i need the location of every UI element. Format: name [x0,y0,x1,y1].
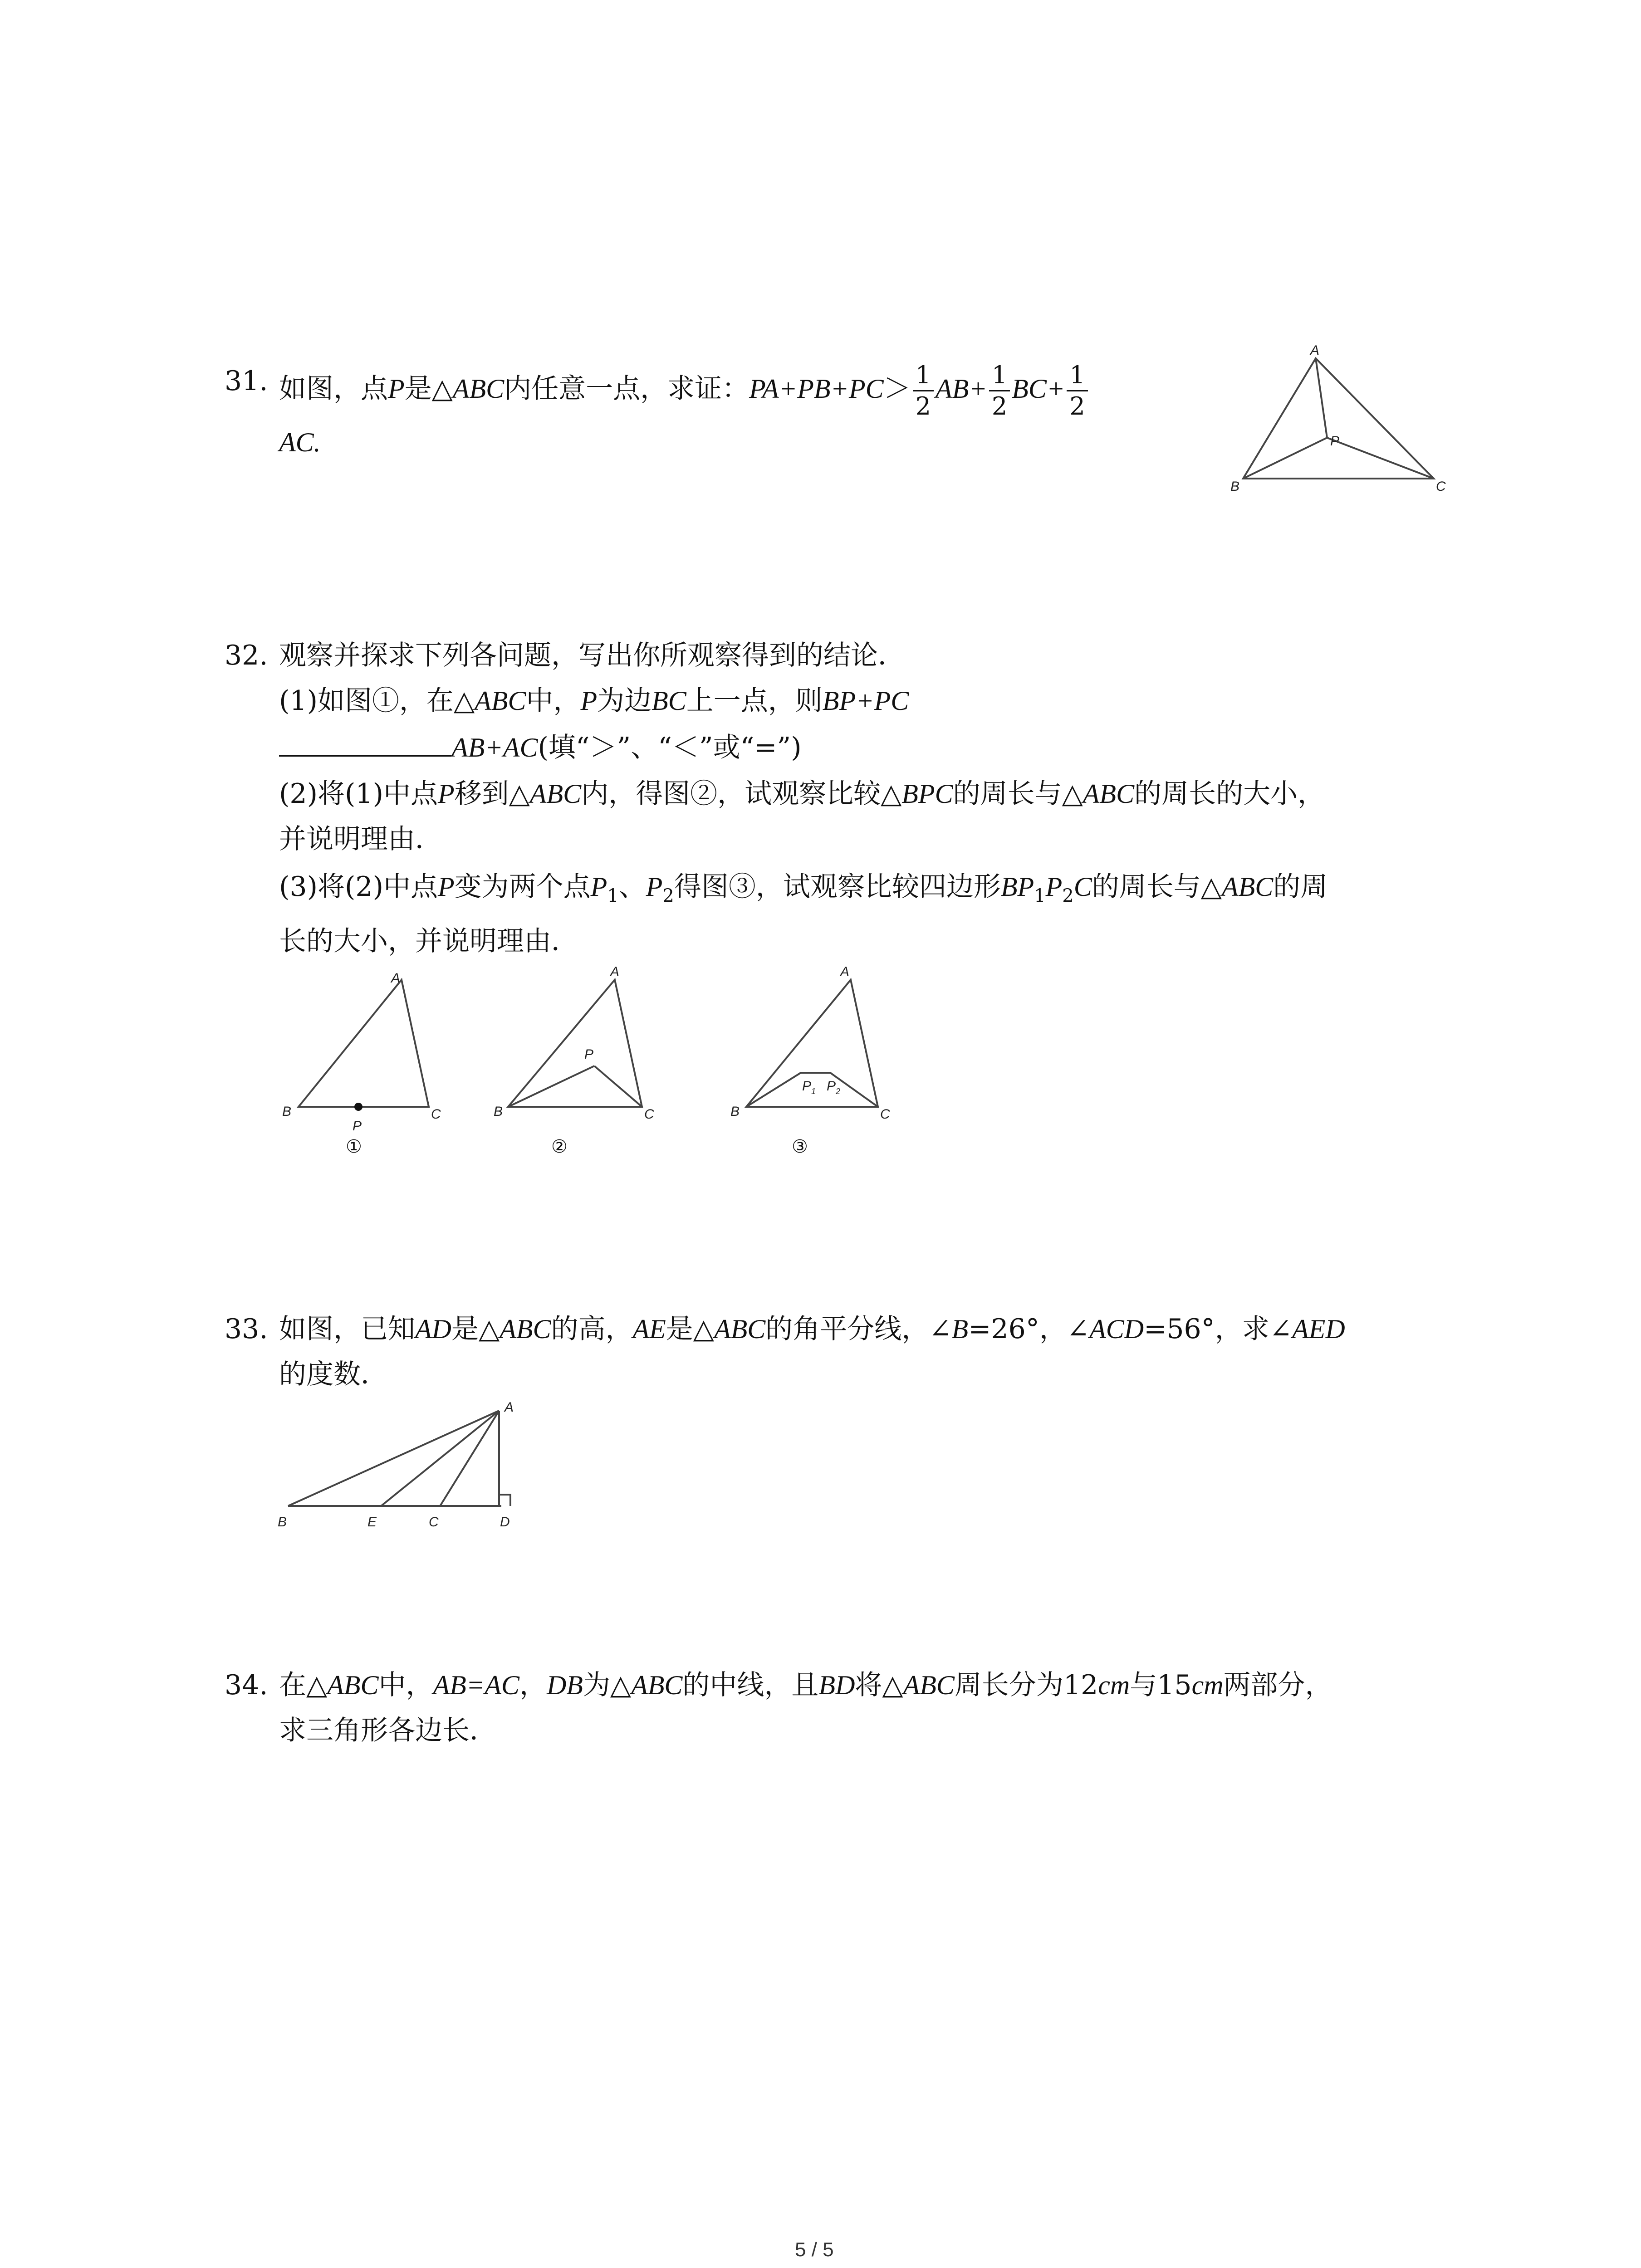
q32-figure-1 [272,966,463,1134]
q32-figure-2 [485,966,676,1134]
q34-h: 与15 [1130,1669,1192,1701]
q31-figure [1225,345,1452,499]
q31-gt: ＞ [883,373,911,405]
q33-acd: ACD [1089,1314,1144,1344]
q31-term-ab: AB+ [936,374,987,404]
q34-line2: 求三角形各边长． [279,1715,497,1746]
q32-f2-label-c: C [644,1107,654,1122]
q33-label-b: B [278,1515,287,1530]
q31-number: 31. [225,365,268,397]
q33-ad: AD [415,1314,451,1344]
q32-p3-bp-sub: 1 [1034,885,1046,906]
q32-p1-hint: (填“＞”、“＜”或“=”) [538,732,802,763]
q32-f1-label-b: B [282,1104,292,1119]
q32-p1-p: P [580,686,598,716]
q31-text-pre: 如图，点 [279,373,388,405]
q32-p3-a: (3)将(2)中点 [279,871,438,903]
q31-text-mid: 内任意一点，求证： [504,373,749,405]
q32-p3-d: 得图③，试观察比较四边形 [674,871,1001,903]
q34-i: 两部分， [1223,1669,1332,1701]
q31-label-p: P [1330,434,1340,449]
q31-abc: ABC [452,374,505,404]
q31-line1 [279,363,1090,419]
q31-text-is: 是△ [404,373,453,405]
q34-b: 中， [378,1669,433,1701]
q32-fig-label-3: ③ [792,1136,808,1157]
q32-f3-label-p1: P [802,1079,812,1094]
q33-d: 是△ [666,1313,714,1345]
q34-g: 周长分为12 [954,1669,1098,1701]
q32-p3-pp: P [1045,872,1063,902]
q32-f3-label-c: C [880,1107,890,1122]
q32-part3-line1 [279,869,1327,914]
q31-lhs: PA+PB+PC [749,374,884,404]
q32-p1-a: (1)如图①，在△ [279,685,475,717]
q33-c: 的高， [551,1313,633,1345]
q32-f2-label-a: A [610,964,620,979]
q32-p3-sub2: 2 [662,885,674,906]
q32-p1-d: 上一点，则 [686,685,823,717]
q31-line2 [279,424,321,460]
q34-abc2: ABC [631,1670,683,1700]
q32-p3-bp: BP [1000,872,1034,902]
q34-e: 的中线，且 [682,1669,819,1701]
q32-fig-label-2: ② [551,1136,568,1157]
q33-label-a: A [505,1400,514,1415]
q32-p2-abc2: ABC [1083,779,1135,809]
q31-frac-2: $\frac{1}{2}$ [989,363,1010,419]
q32-f3-label-p2: P [827,1079,836,1094]
q34-c: ， [519,1669,547,1701]
q34-db: DB [546,1670,583,1700]
q32-part2-line1 [279,776,1325,812]
q33-a: 如图，已知 [279,1313,415,1345]
q32-f1-label-c: C [431,1107,441,1122]
q32-f1-label-a: A [391,971,401,986]
q33-label-d: D [500,1515,510,1530]
q34-a: 在△ [279,1669,328,1701]
q32-p2-p: P [437,779,455,809]
q33-b: 是△ [451,1313,500,1345]
q32-p3-p1: P [590,872,607,902]
q32-f1-label-p: P [353,1119,362,1134]
q34-bd: BD [818,1670,855,1700]
q31-label-a: A [1310,343,1320,358]
q32-f2-label-p: P [584,1047,594,1062]
q34-line1 [279,1667,1332,1703]
q33-f: =26°，∠ [968,1313,1090,1345]
q31-label-b: B [1230,479,1240,494]
q32-p3-pp-sub: 2 [1062,885,1074,906]
q32-answer-blank[interactable] [279,728,451,757]
q33-g: =56°，求∠ [1144,1313,1293,1345]
q32-p3-p: P [437,872,455,902]
q34-abeq: AB=AC [433,1670,519,1700]
q32-p3-sub1: 1 [607,885,619,906]
q32-figure-3 [721,966,912,1134]
q32-p3-f: 的周 [1273,871,1328,903]
q32-part2-line2: 并说明理由． [279,823,442,855]
q32-p2-bpc: BPC [901,779,953,809]
q32-p2-d: 的周长与△ [953,778,1083,810]
q32-p2-abc: ABC [529,779,582,809]
q34-f: 将△ [855,1669,903,1701]
q32-p1-abc: ABC [475,686,526,716]
q33-bb: B [951,1314,969,1344]
q32-p3-b: 变为两个点 [454,871,591,903]
q34-abc: ABC [327,1670,379,1700]
q32-f2-label-b: B [494,1104,503,1119]
q33-aed: AED [1292,1314,1345,1344]
q32-part3-line2: 长的大小，并说明理由． [279,925,578,957]
q34-abc3: ABC [903,1670,955,1700]
q32-p2-c: 内，得图②，试观察比较△ [581,778,902,810]
q32-p1-bc: BC [652,686,686,716]
page-number: 5 / 5 [795,2239,834,2261]
q32-p3-c: 、 [618,871,646,903]
q33-label-c: C [429,1515,439,1530]
q31-term-ac: AC. [279,427,321,457]
q32-part1-line2 [279,728,802,766]
q33-label-e: E [367,1515,377,1530]
q32-part1-line1 [279,683,909,719]
q32-p3-e: 的周长与△ [1092,871,1222,903]
q33-abc: ABC [500,1314,551,1344]
q33-e: 的角平分线，∠ [765,1313,952,1345]
q32-f3-label-p2-sub: 2 [836,1087,841,1096]
q33-number: 33. [225,1313,268,1345]
q32-p3-abc: ABC [1221,872,1274,902]
q32-p2-a: (2)将(1)中点 [279,778,438,810]
q33-line2: 的度数． [279,1359,388,1390]
q34-number: 34. [225,1669,268,1701]
q32-p1-b: 中， [526,685,581,717]
q34-cm2: cm [1191,1670,1224,1700]
q32-f3-label-b: B [730,1104,740,1119]
q31-frac-3: $\frac{1}{2}$ [1067,363,1087,419]
q32-p2-b: 移到△ [454,778,530,810]
q32-p2-e: 的周长的大小， [1134,778,1325,810]
q33-abc2: ABC [714,1314,766,1344]
q31-term-bc: BC+ [1012,374,1065,404]
q32-number: 32. [225,640,268,671]
q32-f3-label-a: A [840,964,850,979]
q33-ae: AE [632,1314,666,1344]
q32-intro: 观察并探求下列各问题，写出你所观察得到的结论． [279,640,905,671]
q33-figure [272,1397,544,1542]
q32-p1-abac: AB+AC [451,733,538,763]
q32-fig-label-1: ① [346,1136,362,1157]
q34-cm1: cm [1098,1670,1130,1700]
q32-p1-c: 为边 [597,685,652,717]
q31-p: P [388,374,405,404]
q32-p3-cc: C [1073,872,1092,902]
q31-frac-1: $\frac{1}{2}$ [913,363,934,419]
q32-f3-label-p1-sub: 1 [811,1087,816,1096]
q32-p1-bppc: BP+PC [822,686,909,716]
q31-label-c: C [1436,479,1446,494]
q33-line1 [279,1311,1345,1347]
q34-d: 为△ [583,1669,632,1701]
q32-p3-p2: P [646,872,663,902]
